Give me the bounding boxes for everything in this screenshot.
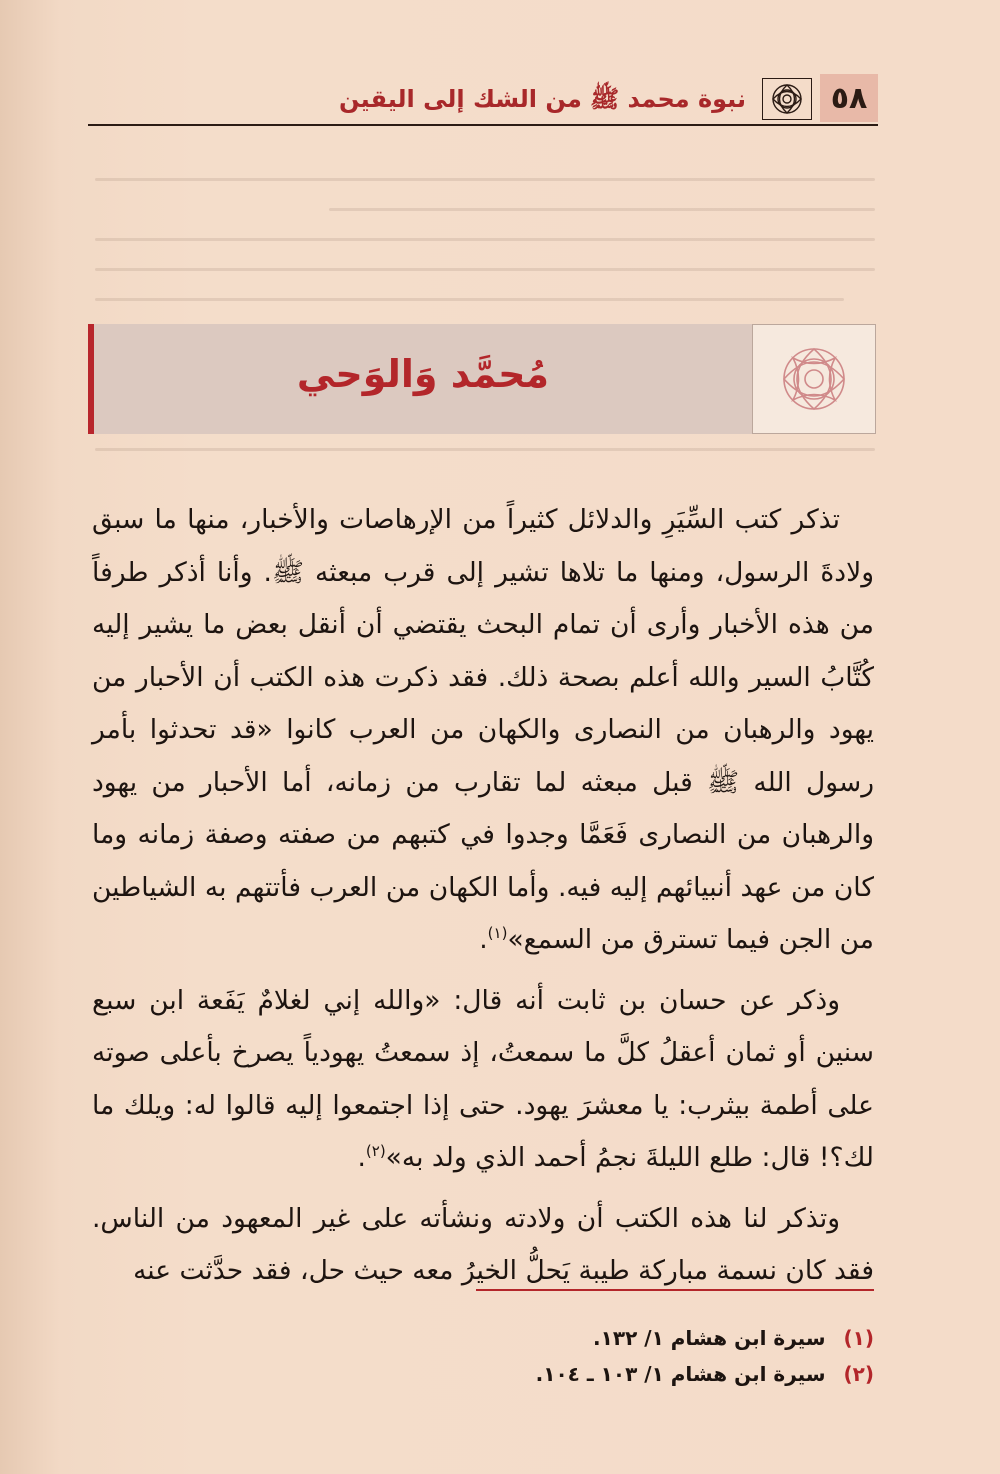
footnote-item — [92, 1320, 874, 1356]
chapter-ornament-box — [752, 324, 876, 434]
paragraph-3 — [92, 1193, 874, 1298]
footnote-text: سيرة ابن هشام ١/ ١٣٢. — [593, 1326, 826, 1350]
paragraph-2 — [92, 975, 874, 1185]
page-number-box — [820, 74, 878, 122]
chapter-title-band — [88, 324, 876, 434]
footnote-ref[interactable]: (١) — [487, 924, 508, 943]
footnote-ref[interactable]: (٢) — [365, 1142, 386, 1161]
footnote-mark: (٢) — [843, 1362, 874, 1386]
paragraph-text: تذكر كتب السِّيَرِ والدلائل كثيراً من الإرهاصات والأخبار، منها ما سبق ولادةَ الرسول، ومنها ما تلاها تشير إلى قرب مبعثه ﷺ. وأنا أذكر طرفاً من هذه الأخبار وأرى أن تمام البحث يقتضي أن أنقل بعض ما يشير إليه كُتَّابُ السير والله أعلم بصحة ذلك. فقد ذكرت هذه الكتب أن الأحبار من يهود والرهبان من النصارى والكهان من العرب كانوا «قد تحدثوا بأمر رسول الله ﷺ قبل مبعثه لما تقارب من زمانه، أما الأحبار من يهود والرهبان من النصارى فَعَمَّا وجدوا في كتبهم من صفته وصفة زمانه وما كان من عهد أنبيائهم إليه فيه. وأما الكهان من العرب فأتتهم به الشياطين من الجن فيما تسترق من السمع» — [92, 504, 874, 955]
paragraph-1 — [92, 494, 874, 967]
sentence-end: . — [357, 1142, 366, 1173]
page-number: ٥٨ — [830, 80, 868, 116]
arabesque-rosette-icon — [774, 339, 854, 419]
footnotes — [92, 1320, 874, 1392]
paragraph-text: وذكر عن حسان بن ثابت أنه قال: «والله إني لغلامٌ يَفَعة ابن سبع سنين أو ثمان أعقلُ كلَّ ما سمعتُ، إذ سمعتُ يهودياً يصرخ بأعلى صوته على أطمة بيثرب: يا معشرَ يهود. حتى إذا اجتمعوا إليه قالوا له: ويلك ما لك؟! قال: طلع الليلةَ نجمُ أحمد الذي ولد به» — [92, 984, 874, 1173]
rosette-ornament-icon — [762, 78, 812, 120]
running-title: نبوة محمد ﷺ من الشك إلى اليقين — [339, 85, 746, 113]
paragraph-text: وتذكر لنا هذه الكتب أن ولادته ونشأته على غير المعهود من الناس. فقد كان نسمة مباركة طيبة يَحلُّ الخيرُ معه حيث حل، فقد حدَّثت عنه — [92, 1202, 874, 1286]
footnote-item — [92, 1356, 874, 1392]
footnote-mark: (١) — [843, 1326, 874, 1350]
chapter-title: مُحمَّد وَالوَحي — [296, 352, 550, 396]
chapter-body — [92, 494, 874, 1306]
page-header — [88, 74, 878, 126]
footnote-divider — [476, 1289, 874, 1291]
sentence-end: . — [479, 924, 488, 955]
footnote-text: سيرة ابن هشام ١/ ١٠٣ ـ ١٠٤. — [535, 1362, 826, 1386]
